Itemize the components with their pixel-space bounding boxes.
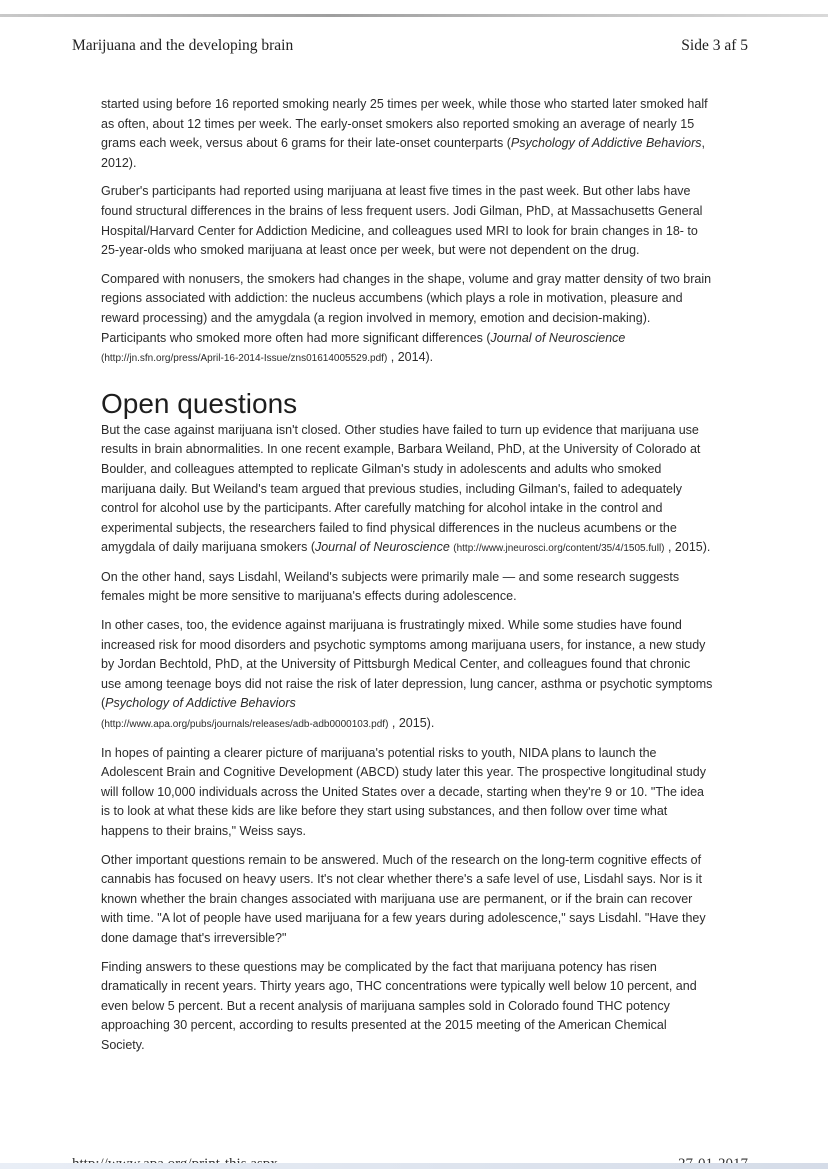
scan-edge-bottom bbox=[0, 1163, 828, 1169]
paragraph: Gruber's participants had reported using marijuana at least five times in the past week. But other labs have found structural differences in the brains of less frequent users. Jodi Gilman, PhD, at Massachusetts General Hospital/Harvard Center for Addiction Medicine, and colleagues used MRI to look for brain changes in 18- to 25-year-olds who smoked marijuana at least once per week, but were not dependent on the drug. bbox=[101, 184, 703, 258]
journal-citation: Journal of Neuroscience bbox=[490, 330, 626, 345]
paragraph: Finding answers to these questions may be complicated by the fact that marijuana potency has risen dramatically in recent years. Thirty years ago, THC concentrations were typically well below 10 percent, and even below 5 percent. But a recent analysis of marijuana samples sold in Colorado found THC potency approaching 30 percent, according to results presented at the 2015 meeting of the American Chemical Society. bbox=[101, 959, 697, 1052]
print-header bbox=[72, 37, 748, 59]
paragraph: In other cases, too, the evidence against marijuana is frustratingly mixed. While some studies have found increased risk for mood disorders and psychotic symptoms among marijuana users, for instance, a new study by Jordan Bechtold, PhD, at the University of Pittsburgh Medical Center, and colleagues found that chronic use among teenage boys did not raise the risk of later depression, lung cancer, asthma or psychotic symptoms (Psychology of Addictive Behaviors (http://www.apa.org/pubs/journals/releases/adb-adb0000103.pdf) , 2015). bbox=[101, 618, 713, 731]
citation-link[interactable]: (http://jn.sfn.org/press/April-16-2014-Issue/zns01614005529.pdf) bbox=[101, 353, 388, 365]
paragraph: On the other hand, says Lisdahl, Weiland's subjects were primarily male — and some research suggests females might be more sensitive to marijuana's effects during adolescence. bbox=[101, 569, 680, 604]
paragraph: Other important questions remain to be answered. Much of the research on the long-term cognitive effects of cannabis has focused on heavy users. It's not clear whether there's a safe level of use, Lisdahl says. Nor is it known whether the brain changes associated with marijuana use are permanent, or if the brain can recover with time. "A lot of people have used marijuana for a few years during adolescence," says Lisdahl. "Have they done damage that's irreversible?" bbox=[101, 852, 706, 945]
citation-link[interactable]: (http://www.jneurosci.org/content/35/4/1505.full) bbox=[453, 543, 665, 555]
scan-edge-top bbox=[0, 14, 828, 17]
journal-citation: Psychology of Addictive Behaviors bbox=[105, 696, 296, 711]
page-number: Side 3 af 5 bbox=[681, 37, 748, 54]
paragraph: But the case against marijuana isn't closed. Other studies have failed to turn up evidence that marijuana use results in brain abnormalities. In one recent example, Barbara Weiland, PhD, at the University of Colorado at Boulder, and colleagues attempted to replicate Gilman's study in adolescents and adults who smoked marijuana daily. But Weiland's team argued that previous studies, including Gilman's, failed to adequately control for alcohol use by the participants. After carefully matching for alcohol intake in the control and experimental subjects, the researchers failed to find physical differences in the nucleus acumbens or the amygdala of daily marijuana smokers (Journal of Neuroscience (http://www.jneurosci.org/content/35/4/1505.full) , 2015). bbox=[101, 422, 711, 555]
paragraph: Compared with nonusers, the smokers had changes in the shape, volume and gray matter density of two brain regions associated with addiction: the nucleus accumbens (which plays a role in motivation, pleasure and reward processing) and the amygdala (a region involved in memory, emotion and decision-making). Participants who smoked more often had more significant differences (Journal of Neuroscience (http://jn.sfn.org/press/April-16-2014-Issue/zns01614005529.pdf) , 2014). bbox=[101, 271, 712, 365]
journal-citation: Psychology of Addictive Behaviors bbox=[510, 136, 702, 151]
citation-link[interactable]: (http://www.apa.org/pubs/journals/releases/adb-adb0000103.pdf) bbox=[101, 719, 389, 731]
paragraph: In hopes of painting a clearer picture of marijuana's potential risks to youth, NIDA plans to launch the Adolescent Brain and Cognitive Development (ABCD) study later this year. The prospective longitudinal study will follow 10,000 individuals across the United States over a decade, starting when they're 9 or 10. "The idea is to look at what these kids are like before they start using substances, and then follow over time what happens to their brains," Weiss says. bbox=[101, 745, 706, 838]
paragraph: started using before 16 reported smoking nearly 25 times per week, while those who started later smoked half as often, about 12 times per week. The early-onset smokers also reported smoking an average of nearly 15 grams each week, versus about 6 grams for their late-onset counterparts (Psychology of Addictive Behaviors, 2012). bbox=[101, 97, 708, 170]
page-title: Marijuana and the developing brain bbox=[72, 37, 294, 54]
article-body bbox=[101, 95, 713, 1065]
journal-citation: Journal of Neuroscience bbox=[314, 540, 450, 555]
section-heading: Open questions bbox=[101, 387, 298, 419]
